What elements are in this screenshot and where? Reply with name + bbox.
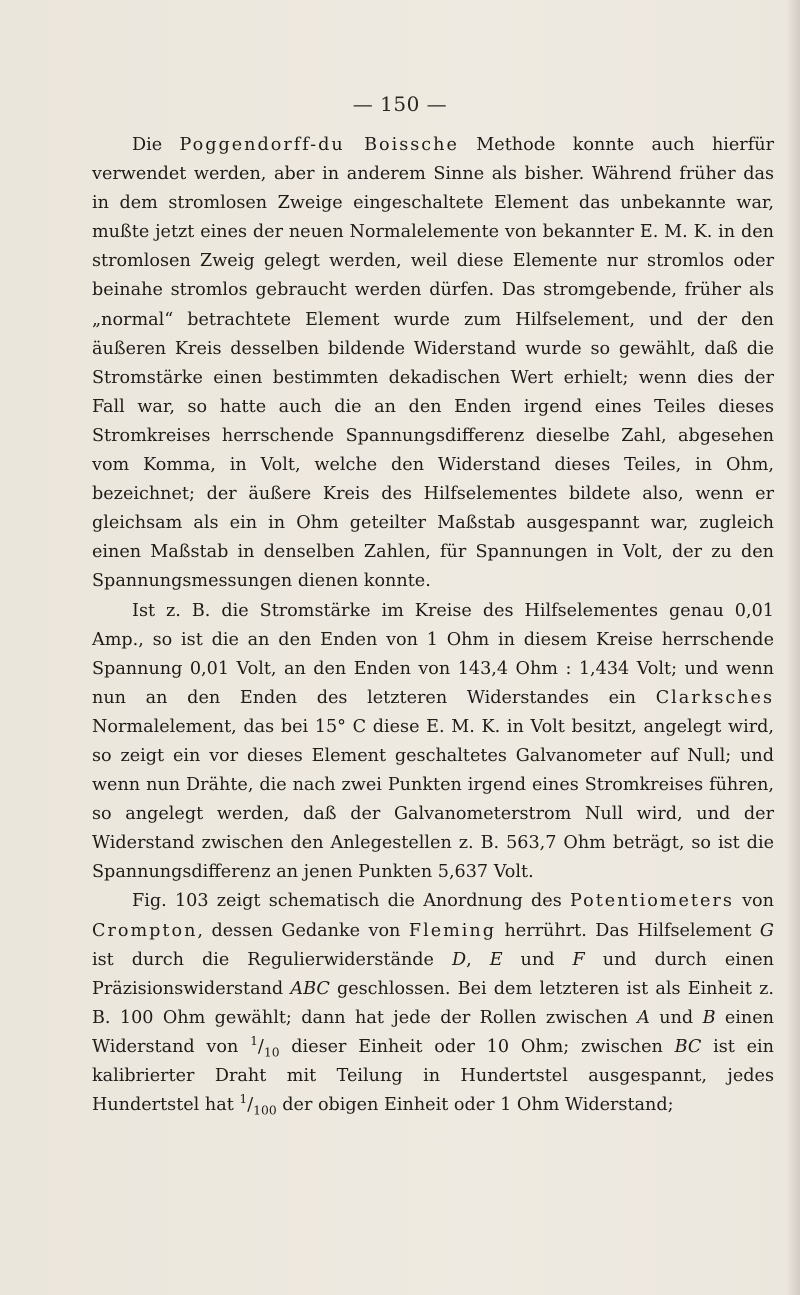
text-run: ,	[466, 949, 490, 970]
text-run-italic: B	[702, 1007, 716, 1028]
text-run: herrührt. Das Hilfselement	[496, 920, 760, 941]
text-run: ist durch die Regulierwiderstände	[92, 949, 452, 970]
text-run-spaced: Potentiometers	[570, 891, 734, 912]
text-run-italic: D	[451, 949, 467, 970]
text-run: einen Widerstand von	[92, 1007, 774, 1057]
text-run: und	[502, 949, 573, 970]
paragraph	[92, 597, 774, 888]
text-run: Normalelement, das bei 15° C diese E. M. K. in Volt besitzt, angelegt wird, so zeigt ein vor dieses Element geschaltetes Galvanometer auf Null; und wenn nun Drähte, die nach zwei Punkten irgend eines Stromkreises führen, so angelegt werden, daß der Galvanometerstrom Null wird, und der Widerstand zwischen den Anlegestellen z. B. 563,7 Ohm beträgt, so ist die Spannungsdifferenz an jenen Punkten 5,637 Volt.	[92, 716, 774, 883]
text-run-spaced: Fleming	[408, 920, 497, 941]
text-run: dieser Einheit oder 10 Ohm; zwischen	[279, 1036, 675, 1057]
text-run-italic: G	[759, 920, 774, 941]
text-run-spaced: Clarksches	[655, 687, 774, 708]
text-run: Methode konnte auch hierfür verwendet werden, aber in anderem Sinne als bisher. Während früher das in dem stromlosen Zweige eingeschaltete Element das unbekannte war, mußte jetzt eines der neuen Normalelemente von bekannter E. M. K. in den stromlosen Zweig gelegt werden, weil diese Elemente nur stromlos oder beinahe stromlos gebraucht werden dürfen. Das stromgebende, früher als „normal“ betrachtete Element wurde zum Hilfselement, und der den äußeren Kreis desselben bildende Widerstand wurde so gewählt, daß die Stromstärke einen bestimmten dekadischen Wert erhielt; wenn dies der Fall war, so hatte auch die an den Enden irgend eines Teiles dieses Stromkreises herrschende Spannungsdifferenz dieselbe Zahl, abgesehen vom Komma, in Volt, welche den Widerstand dieses Teiles, in Ohm, bezeichnet; der äußere Kreis des Hilfselementes bildete also, wenn er gleichsam als ein in Ohm geteilter Maßstab ausgespannt war, zugleich einen Maßstab in denselben Zahlen, für Spannungen in Volt, der zu den Spannungsmessungen dienen konnte.	[92, 135, 774, 592]
text-run: Fig. 103 zeigt schematisch die Anordnung des	[132, 891, 571, 912]
text-run: und	[649, 1007, 703, 1028]
text-run-sup: 1	[250, 1034, 258, 1049]
text-run-sup: 1	[239, 1092, 248, 1107]
text-run: /	[257, 1036, 264, 1057]
text-run: , dessen Gedanke von	[197, 920, 409, 941]
text-run: Die	[132, 135, 180, 155]
text-run-italic: ABC	[290, 978, 330, 999]
page-edge-shadow	[786, 0, 800, 1295]
text-run: und durch einen Präzisionswiderstand	[92, 949, 774, 999]
text-run: ist ein kalibrierter Draht mit Teilung in Hundertstel ausgespannt, jedes Hundertstel hat	[92, 1036, 775, 1116]
text-run-italic: E	[489, 949, 503, 970]
text-run: der obigen Einheit oder 1 Ohm Widerstand;	[276, 1095, 674, 1116]
text-run-spaced: Poggendorff-du Boissche	[179, 135, 459, 155]
text-run-spaced: Crompton	[92, 920, 198, 941]
text-run: /	[247, 1095, 254, 1116]
paragraph	[92, 887, 774, 1120]
body-text	[92, 131, 774, 1120]
text-run-sub: 100	[253, 1103, 277, 1118]
text-run: geschlossen. Bei dem letzteren ist als Einheit z. B. 100 Ohm gewählt; dann hat jede der Rollen zwischen	[92, 978, 774, 1028]
text-run-italic: F	[572, 949, 585, 970]
text-run-italic: A	[637, 1007, 650, 1028]
page-number: — 150 —	[352, 92, 448, 116]
text-run: von	[733, 891, 774, 912]
text-run-italic: BC	[674, 1036, 702, 1057]
paragraph	[92, 131, 774, 597]
text-run-sub: 10	[263, 1045, 280, 1060]
text-run: Ist z. B. die Stromstärke im Kreise des Hilfselementes genau 0,01 Amp., so ist die an den Enden von 1 Ohm in diesem Kreise herrschende Spannung 0,01 Volt, an den Enden von 143,4 Ohm : 1,434 Volt; und wenn nun an den Enden des letzteren Widerstandes ein	[92, 600, 774, 708]
